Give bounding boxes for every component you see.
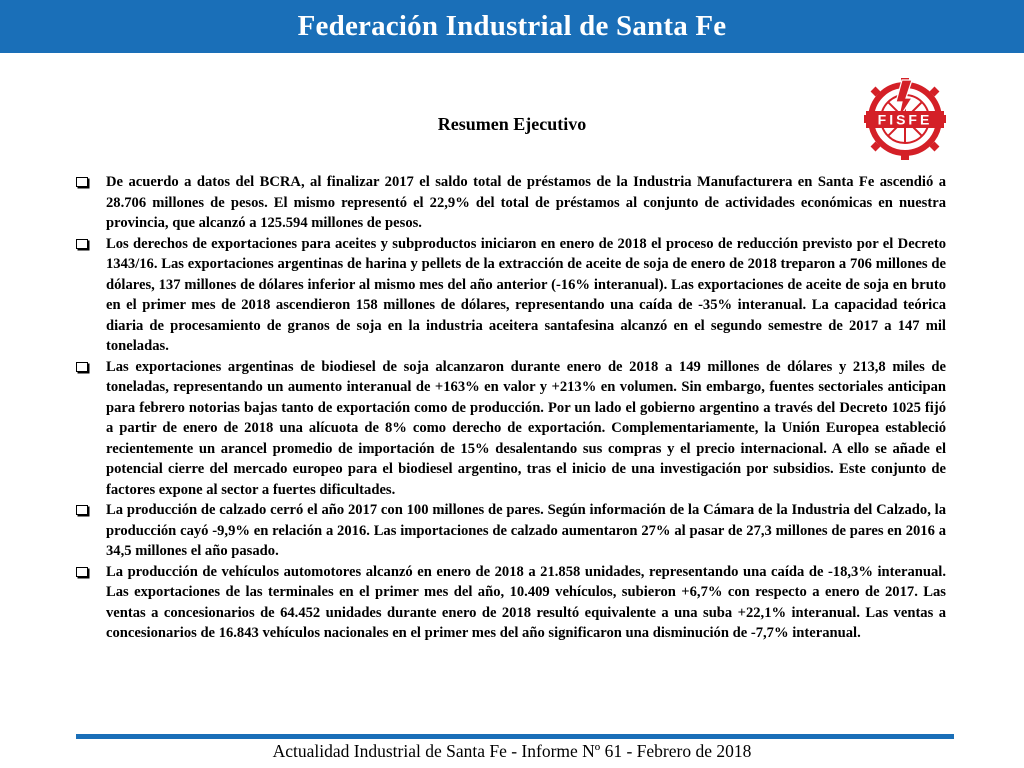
- bullet-item: [76, 234, 946, 357]
- bullet-item: [76, 172, 946, 234]
- bullet-text: La producción de calzado cerró el año 2017 con 100 millones de pares. Según información de la Cámara de la Industria del Calzado, la producción cayó -9,9% en relación a 2016. Las importaciones de calzado aumentaron 27% al pasar de 27,3 millones de pares en 2016 a 34,5 millones el año pasado.: [106, 502, 946, 559]
- bullet-text: La producción de vehículos automotores alcanzó en enero de 2018 a 21.858 unidades, representando una caída de -18,3% interanual. Las exportaciones de las terminales en el primer mes del año, 10.409 vehículos, subieron +6,7% con respecto a enero de 2017. Las ventas a concesionarios de 64.452 unidades durante enero de 2018 resultó equivalente a una suba +22,1% interanual. Las ventas a concesionarios de 16.843 vehículos nacionales en el primer mes del año significaron una disminución de -7,7% interanual.: [106, 563, 946, 641]
- bullet-text: De acuerdo a datos del BCRA, al finalizar 2017 el saldo total de préstamos de la Industria Manufacturera en Santa Fe ascendió a 28.706 millones de pesos. El mismo representó el 22,9% del total de préstamos al conjunto de actividades económicas en nuestra provincia, que alcanzó a 125.594 millones de pesos.: [106, 174, 946, 231]
- bullet-item: [76, 357, 946, 501]
- checkbox-bullet-icon: [76, 177, 88, 187]
- bullet-list: [76, 172, 946, 644]
- bullet-item: [76, 562, 946, 644]
- section-heading: Resumen Ejecutivo: [437, 114, 587, 134]
- checkbox-bullet-icon: [76, 362, 88, 372]
- bullet-item: [76, 500, 946, 562]
- checkbox-bullet-icon: [76, 567, 88, 577]
- footer-divider: [76, 734, 954, 739]
- bullet-text: Las exportaciones argentinas de biodiesel de soja alcanzaron durante enero de 2018 a 149 millones de dólares y 213,8 miles de toneladas, representando un aumento interanual de +163% en valor y +213% en volumen. Sin embargo, fuentes sectoriales anticipan para febrero notorias bajas tanto de exportación como de producción. Por un lado el gobierno argentino a través del Decreto 1025 fijó a partir de enero de 2018 una alícuota de 8% como derecho de exportación. Complementariamente, la Unión Europea estableció recientemente un arancel promedio de importación de 15% desalentando sus compras y el precio internacional. A ello se añade el potencial cierre del mercado europeo para el biodiesel argentino, tras el inicio de una investigación por subsidios. Este conjunto de factores expone al sector a fuertes dificultades.: [106, 358, 946, 498]
- logo-text: FISFE: [877, 111, 933, 128]
- header-title: Federación Industrial de Santa Fe: [297, 10, 727, 42]
- bullet-text: Los derechos de exportaciones para aceites y subproductos iniciaron en enero de 2018 el proceso de reducción previsto por el Decreto 1343/16. Las exportaciones argentinas de harina y pellets de la extracción de aceite de soja de enero de 2018 treparon a 706 millones de dólares, 137 millones de dólares inferior al mismo mes del año anterior (-16% interanual). Las exportaciones de aceite de soja en bruto en el primer mes de 2018 ascendieron 158 millones de dólares, representando una caída de -35% interanual. La capacidad teórica diaria de procesamiento de granos de soja en la industria aceitera santafesina alcanzó en el segundo semestre de 2017 a 147 mil toneladas.: [106, 235, 946, 354]
- checkbox-bullet-icon: [76, 505, 88, 515]
- checkbox-bullet-icon: [76, 239, 88, 249]
- header-bar: [0, 0, 1024, 53]
- footer-text: Actualidad Industrial de Santa Fe - Informe Nº 61 - Febrero de 2018: [272, 741, 752, 761]
